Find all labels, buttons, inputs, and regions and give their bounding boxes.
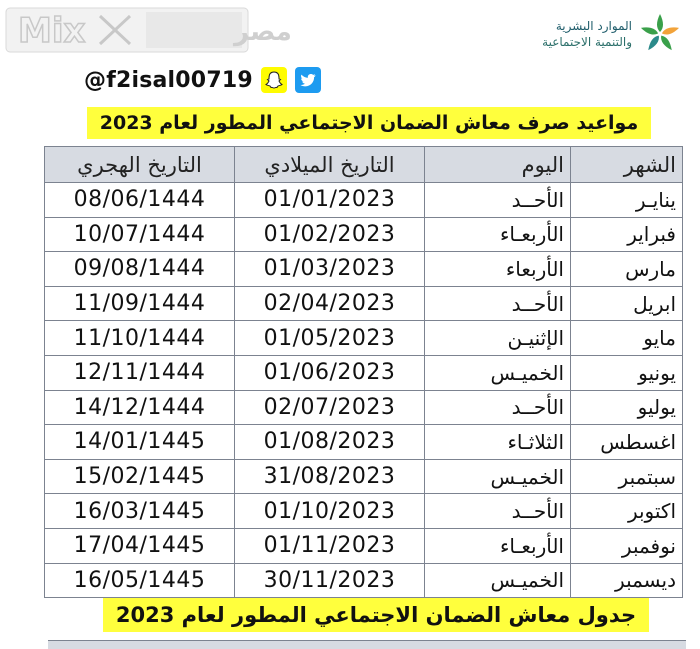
cell-month: ينايـر	[571, 183, 683, 218]
cell-hijri: 14/12/1444	[45, 390, 235, 425]
leaf-star-logo-icon	[638, 12, 682, 56]
ministry-name-line2: والتنمية الاجتماعية	[542, 35, 632, 49]
table-row	[45, 563, 683, 598]
cell-day: الثلاثـاء	[425, 425, 571, 460]
svg-text:مصر: مصر	[234, 17, 292, 47]
cell-gregorian: 01/02/2023	[235, 217, 425, 252]
mix-masr-watermark	[4, 4, 292, 56]
cell-hijri: 17/04/1445	[45, 528, 235, 563]
cell-hijri: 11/10/1444	[45, 321, 235, 356]
table-row	[45, 183, 683, 218]
page-title: مواعيد صرف معاش الضمان الاجتماعي المطور لعام 2023	[87, 107, 651, 139]
cell-month: نوفمبر	[571, 528, 683, 563]
cell-day: الأحــد	[425, 286, 571, 321]
social-handle: @f2isal00719	[84, 67, 253, 93]
cell-month: ابريل	[571, 286, 683, 321]
header-day: اليوم	[425, 147, 571, 183]
cell-day: الخميـس	[425, 355, 571, 390]
cell-month: فبراير	[571, 217, 683, 252]
social-handle-row	[84, 64, 321, 96]
cell-month: اكتوبر	[571, 494, 683, 529]
cell-month: اغسطس	[571, 425, 683, 460]
cell-hijri: 11/09/1444	[45, 286, 235, 321]
cell-day: الإثنيـن	[425, 321, 571, 356]
table-row	[45, 528, 683, 563]
cell-hijri: 14/01/1445	[45, 425, 235, 460]
cell-day: الأحــد	[425, 183, 571, 218]
cell-day: الأحــد	[425, 494, 571, 529]
cell-day: الخميـس	[425, 459, 571, 494]
table-row	[45, 286, 683, 321]
cell-gregorian: 01/01/2023	[235, 183, 425, 218]
cell-gregorian: 31/08/2023	[235, 459, 425, 494]
cell-day: الأربعـاء	[425, 217, 571, 252]
cell-gregorian: 01/03/2023	[235, 252, 425, 287]
cell-day: الأربعـاء	[425, 528, 571, 563]
cell-gregorian: 01/10/2023	[235, 494, 425, 529]
table-row	[45, 390, 683, 425]
cell-hijri: 15/02/1445	[45, 459, 235, 494]
cell-month: ديسمبر	[571, 563, 683, 598]
ministry-name-line1: الموارد البشرية	[555, 19, 632, 33]
payment-schedule-table	[44, 146, 683, 598]
cell-month: يوليو	[571, 390, 683, 425]
cell-hijri: 16/05/1445	[45, 563, 235, 598]
table-row	[45, 355, 683, 390]
table-row	[45, 217, 683, 252]
table-row	[45, 459, 683, 494]
svg-text:Mix: Mix	[18, 11, 86, 51]
cell-month: يونيو	[571, 355, 683, 390]
cell-month: سبتمبر	[571, 459, 683, 494]
header-gregorian: التاريخ الميلادي	[235, 147, 425, 183]
cell-gregorian: 01/08/2023	[235, 425, 425, 460]
section-subtitle: جدول معاش الضمان الاجتماعي المطور لعام 2023	[103, 598, 649, 632]
table-row	[45, 252, 683, 287]
header-month: الشهر	[571, 147, 683, 183]
cell-hijri: 16/03/1445	[45, 494, 235, 529]
cell-day: الخميـس	[425, 563, 571, 598]
cell-hijri: 08/06/1444	[45, 183, 235, 218]
cell-gregorian: 01/05/2023	[235, 321, 425, 356]
cell-day: الأحــد	[425, 390, 571, 425]
next-table-header-stub	[48, 640, 686, 649]
cell-gregorian: 01/06/2023	[235, 355, 425, 390]
cell-month: مارس	[571, 252, 683, 287]
twitter-icon	[295, 67, 321, 93]
header-hijri: التاريخ الهجري	[45, 147, 235, 183]
table-header-row	[45, 147, 683, 183]
schedule-table-container	[44, 146, 682, 598]
table-row	[45, 321, 683, 356]
cell-hijri: 12/11/1444	[45, 355, 235, 390]
cell-hijri: 10/07/1444	[45, 217, 235, 252]
cell-hijri: 09/08/1444	[45, 252, 235, 287]
cell-gregorian: 01/11/2023	[235, 528, 425, 563]
cell-gregorian: 30/11/2023	[235, 563, 425, 598]
cell-gregorian: 02/04/2023	[235, 286, 425, 321]
ministry-logo	[500, 8, 682, 60]
snapchat-icon	[261, 67, 287, 93]
cell-gregorian: 02/07/2023	[235, 390, 425, 425]
table-row	[45, 425, 683, 460]
ministry-name	[542, 18, 632, 50]
cell-day: الأربعاء	[425, 252, 571, 287]
table-row	[45, 494, 683, 529]
cell-month: مايو	[571, 321, 683, 356]
